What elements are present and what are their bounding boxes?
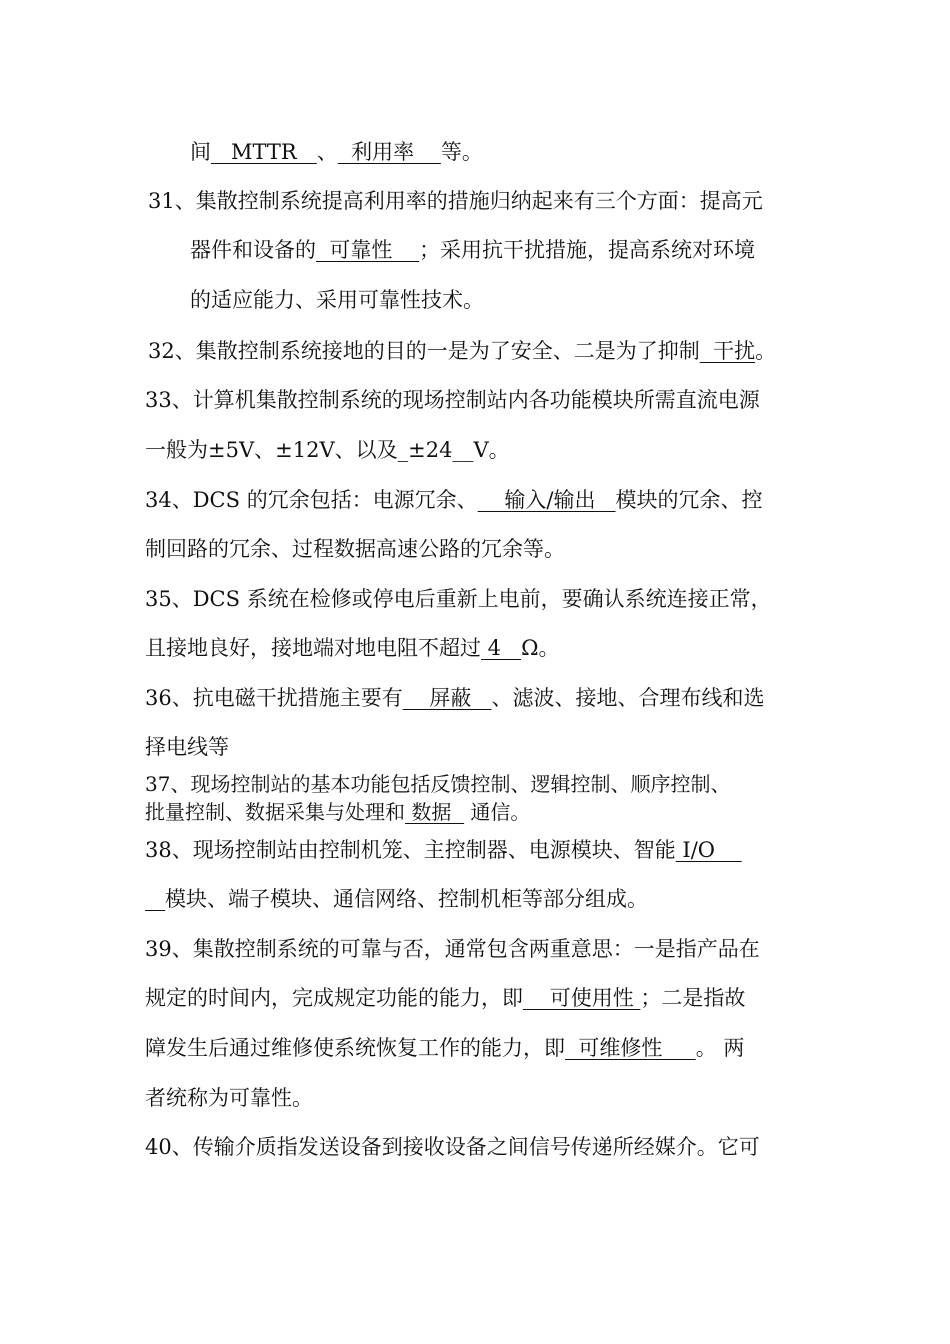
text: 且接地良好，接地端对地电阻不超过 <box>145 636 481 660</box>
q37-line-1: 37、现场控制站的基本功能包括反馈控制、逻辑控制、顺序控制、 <box>145 772 731 796</box>
q37-line-2 <box>145 799 530 825</box>
q36-line-1 <box>145 683 764 713</box>
q31-line-3: 的适应能力、采用可靠性技术。 <box>190 288 484 312</box>
answer-blank: 干扰 <box>699 339 756 363</box>
text: 障发生后通过维修使系统恢复工作的能力，即 <box>145 1036 565 1060</box>
q30-line <box>190 137 483 167</box>
text: 、 <box>316 140 338 164</box>
answer-blank: 可维修性 <box>565 1036 696 1060</box>
text: V。 <box>473 438 510 462</box>
answer-blank: 输入/输出 <box>477 488 616 512</box>
q38-line-2 <box>145 884 648 914</box>
text: 等。 <box>440 140 483 164</box>
q33-line-1: 33、计算机集散控制系统的现场控制站内各功能模块所需直流电源 <box>145 388 760 412</box>
answer-blank: _±24__ <box>397 438 474 462</box>
answer-blank: 可靠性 <box>316 238 420 262</box>
q39-line-3 <box>145 1033 744 1063</box>
text: ；采用抗干扰措施，提高系统对环境 <box>419 238 756 262</box>
q39-line-2 <box>145 983 745 1013</box>
q31-line-1: 31、集散控制系统提高利用率的措施归纳起来有三个方面：提高元 <box>148 189 763 213</box>
q31-line-2 <box>190 235 755 265</box>
answer-blank <box>145 887 165 911</box>
answer-blank: 4 <box>481 636 522 660</box>
text: 。 两 <box>695 1036 745 1060</box>
answer-blank: 屏蔽 <box>402 686 492 710</box>
text: 间 <box>190 140 211 164</box>
text: 、滤波、接地、合理布线和选 <box>491 686 765 710</box>
q35-line-1: 35、DCS 系统在检修或停电后重新上电前，要确认系统连接正常， <box>145 587 772 611</box>
text: 器件和设备的 <box>190 238 316 262</box>
text: 模块、端子模块、通信网络、控制机柜等部分组成。 <box>165 887 649 911</box>
text: 通信。 <box>464 800 531 824</box>
text: 。 <box>755 339 777 363</box>
text: 34、DCS 的冗余包括：电源冗余、 <box>145 488 478 512</box>
text: 批量控制、数据采集与处理和 <box>145 800 405 824</box>
text: 规定的时间内，完成规定功能的能力，即 <box>145 986 523 1010</box>
text: Ω。 <box>521 636 560 660</box>
text: 模块的冗余、控 <box>615 488 763 512</box>
q39-line-1: 39、集散控制系统的可靠与否，通常包含两重意思：一是指产品在 <box>145 937 760 961</box>
q40-line-1: 40、传输介质指发送设备到接收设备之间信号传递所经媒介。它可 <box>145 1135 760 1159</box>
answer-blank: 数据 <box>405 800 465 824</box>
q36-line-2: 择电线等 <box>145 735 229 759</box>
answer-blank: I/O <box>675 838 742 862</box>
text: ；二是指故 <box>640 986 746 1010</box>
answer-blank: 可使用性 <box>523 986 641 1010</box>
text: 38、现场控制站由控制机笼、主控制器、电源模块、智能 <box>145 838 676 862</box>
q34-line-2: 制回路的冗余、过程数据高速公路的冗余等。 <box>145 537 565 561</box>
q32-line <box>148 336 776 366</box>
answer-blank: 利用率 <box>337 140 441 164</box>
text: 一般为±5V、±12V、以及 <box>145 438 398 462</box>
answer-blank: MTTR <box>211 140 317 164</box>
q39-line-4: 者统称为可靠性。 <box>145 1086 313 1110</box>
q34-line-1 <box>145 485 763 515</box>
text: 36、抗电磁干扰措施主要有 <box>145 686 403 710</box>
q38-line-1 <box>145 835 742 865</box>
q35-line-2 <box>145 633 559 663</box>
text: 32、集散控制系统接地的目的一是为了安全、二是为了抑制 <box>148 339 700 363</box>
q33-line-2 <box>145 435 510 465</box>
